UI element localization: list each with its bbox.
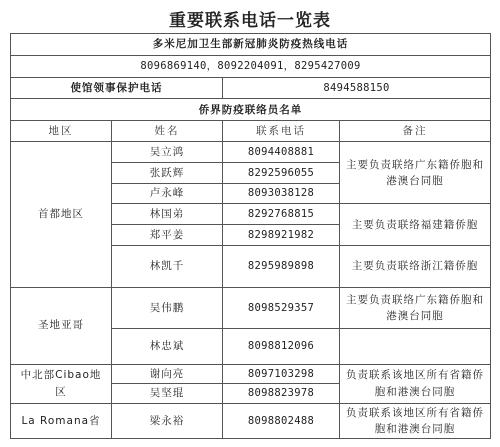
name-cell: 吴坚琨 xyxy=(112,384,223,404)
column-header-row xyxy=(11,121,491,142)
consular-label: 使馆领事保护电话 xyxy=(11,77,223,99)
consular-row xyxy=(11,77,491,99)
name-cell: 林国弟 xyxy=(112,204,223,225)
note-cell: 负责联系该地区所有省籍侨胞和港澳台同胞 xyxy=(340,404,491,439)
hotline-numbers-row xyxy=(11,55,491,77)
note-cell xyxy=(340,329,491,364)
table-row xyxy=(11,287,491,329)
note-cell: 主要负责联络广东籍侨胞和港澳台同胞 xyxy=(340,142,491,204)
column-header-region: 地区 xyxy=(11,121,112,142)
hotline-label: 多米尼加卫生部新冠肺炎防疫热线电话 xyxy=(11,34,491,56)
phone-cell: 8098529357 xyxy=(223,287,340,329)
name-cell: 郑平姜 xyxy=(112,225,223,246)
phone-cell: 8098812096 xyxy=(223,329,340,364)
name-cell: 林凯千 xyxy=(112,246,223,288)
region-cell: 圣地亚哥 xyxy=(11,287,112,364)
page-title: 重要联系电话一览表 xyxy=(169,11,331,31)
consular-number: 8494588150 xyxy=(223,77,491,99)
table-row xyxy=(11,404,491,439)
note-cell: 主要负责联络浙江籍侨胞 xyxy=(340,246,491,288)
phone-cell: 8097103298 xyxy=(223,364,340,384)
note-cell: 主要负责联络福建籍侨胞 xyxy=(340,204,491,246)
phone-cell: 8292768815 xyxy=(223,204,340,225)
contact-table xyxy=(10,33,491,439)
region-cell: 中北部Cibao地区 xyxy=(11,364,112,404)
column-header-name: 姓名 xyxy=(112,121,223,142)
phone-cell: 8298921982 xyxy=(223,225,340,246)
phone-cell: 8094408881 xyxy=(223,142,340,163)
table-row xyxy=(11,364,491,384)
name-cell: 张跃辉 xyxy=(112,162,223,183)
name-cell: 林忠斌 xyxy=(112,329,223,364)
name-cell: 卢永峰 xyxy=(112,183,223,204)
phone-cell: 8295989898 xyxy=(223,246,340,288)
phone-cell: 8098823978 xyxy=(223,384,340,404)
phone-cell: 8292596055 xyxy=(223,162,340,183)
name-cell: 谢向亮 xyxy=(112,364,223,384)
phone-cell: 8098802488 xyxy=(223,404,340,439)
name-cell: 吴伟鹏 xyxy=(112,287,223,329)
column-header-note: 备注 xyxy=(340,121,491,142)
name-cell: 梁永裕 xyxy=(112,404,223,439)
hotline-label-row xyxy=(11,34,491,56)
liaison-title-row xyxy=(11,99,491,121)
liaison-title: 侨界防疫联络员名单 xyxy=(11,99,491,121)
hotline-numbers: 8096869140，8092204091，8295427009 xyxy=(11,55,491,77)
name-cell: 吴立鸿 xyxy=(112,142,223,163)
column-header-phone: 联系电话 xyxy=(223,121,340,142)
note-cell: 主要负责联络广东籍侨胞和港澳台同胞 xyxy=(340,287,491,329)
region-cell: 首都地区 xyxy=(11,142,112,287)
table-row xyxy=(11,142,491,163)
region-cell: La Romana省 xyxy=(11,404,112,439)
phone-cell: 8093038128 xyxy=(223,183,340,204)
note-cell: 负责联系该地区所有省籍侨胞和港澳台同胞 xyxy=(340,364,491,404)
